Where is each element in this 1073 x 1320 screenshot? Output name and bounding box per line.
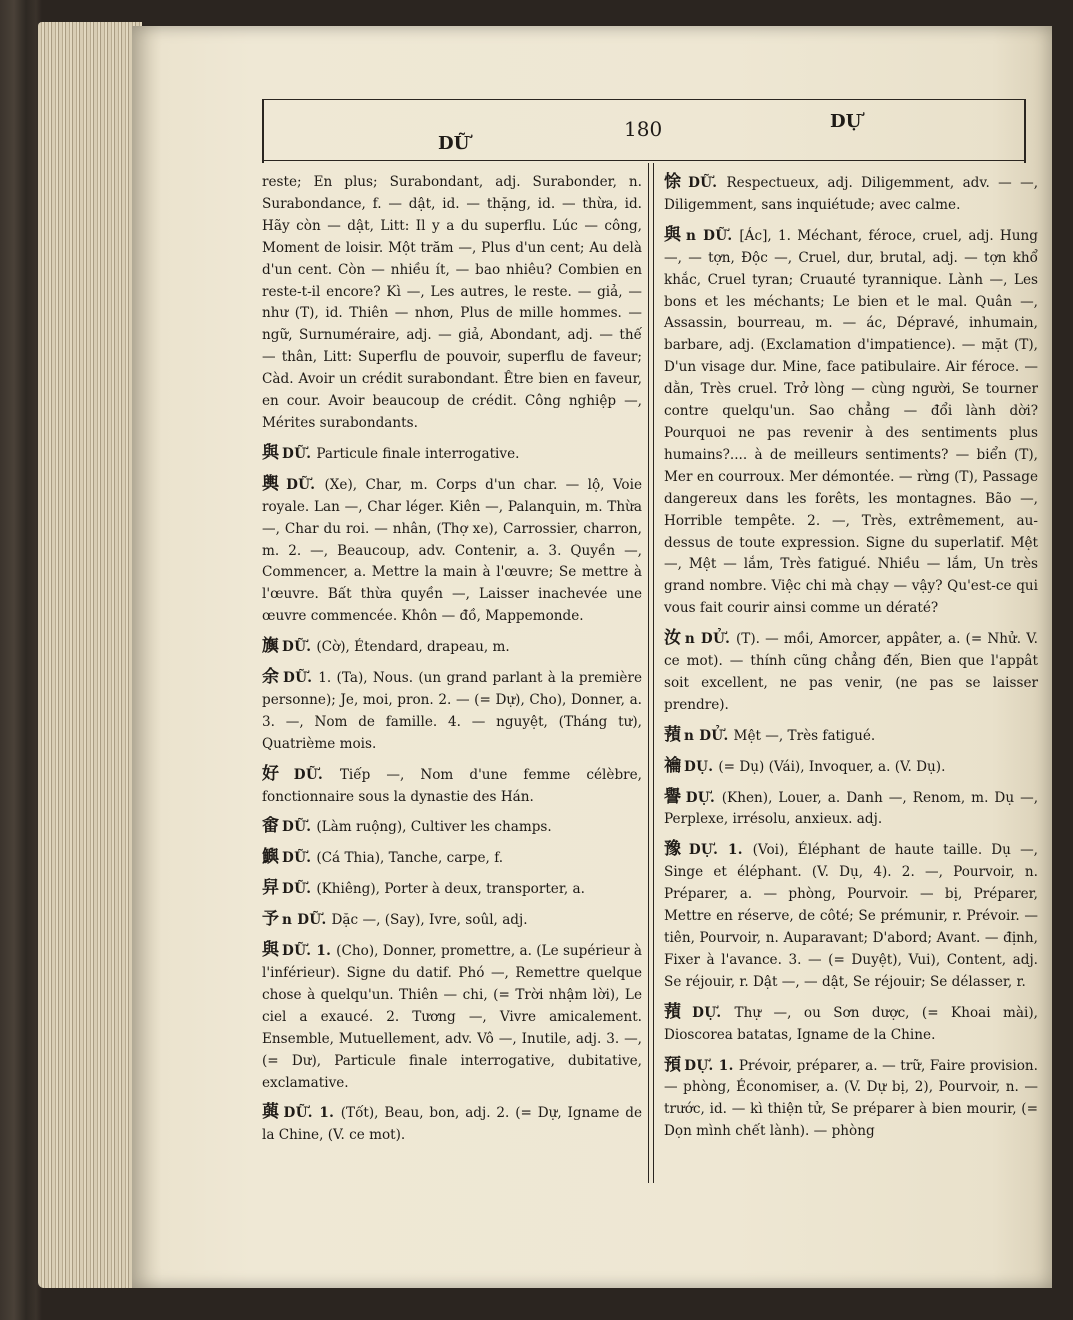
headword: DỮ.	[282, 670, 319, 687]
headword: n DỬ.	[684, 631, 736, 648]
page-edges-stack	[38, 22, 142, 1288]
headword-character: 畬	[262, 816, 279, 837]
entry-definition: (= Dụ) (Vái), Invoquer, a. (V. Dụ).	[718, 758, 946, 775]
headword-character: 禴	[664, 755, 681, 776]
entry-definition: Tiếp —, Nom d'une femme célèbre, fonctionnaire sous la dynastie des Hán.	[262, 766, 643, 805]
headword-character: 舁	[262, 878, 279, 899]
headword: DỮ.	[282, 819, 317, 836]
running-head-right: DỰ	[830, 111, 862, 132]
dictionary-entry	[262, 1102, 642, 1147]
headword: DỤ.	[684, 758, 719, 775]
dictionary-entry	[262, 636, 642, 659]
dictionary-entry	[262, 667, 642, 756]
headword: n DỬ.	[684, 727, 734, 744]
entry-definition: 1. (Ta), Nous. (un grand parlant à la première personne); Je, moi, pron. 2. — (= Dự), Cho), Donner, a. 3. —, Nom de famille. 4. — nguyệt, (Tháng tư), Quatrième mois.	[262, 670, 643, 752]
entry-definition: (Cho), Donner, promettre, a. (Le supérieur à l'inférieur). Signe du datif. Phó —, Remettre quelque chose à quelqu'un. Thiên — chi, (= Trời nhậm lời), Le ciel a exaucé. 2. Tương —, Vivre amicalement. Ensemble, Mutuellement, adv. Vô —, Inutile, adj. 3. —, (= Dư), Particule finale interrogative, dubitative, exclamative.	[262, 943, 643, 1091]
headword-character: 與	[664, 224, 683, 245]
headword: n DỮ.	[685, 227, 740, 244]
headword: DỰ. 1.	[688, 842, 753, 859]
dictionary-entry	[262, 172, 642, 435]
entry-definition: (Xe), Char, m. Corps d'un char. — lộ, Voie royale. Lan —, Char léger. Kiên —, Palanquin, m. Thừa —, Char du roi. — nhân, (Thợ xe), Carrossier, charron, m. 2. —, Beaucoup, adv. Contenir, a. 3. Quyền —, Commencer, a. Mettre la main à l'œuvre; Se mettre à l'œuvre. Bất thừa quyền —, Laisser inachevée une œuvre commencée. Khôn — đồ, Mappemonde.	[262, 476, 643, 625]
headword-character: 預	[664, 1054, 682, 1075]
entry-definition: (Làm ruộng), Cultiver les champs.	[316, 819, 552, 836]
dictionary-entry	[664, 787, 1038, 832]
headword: DỮ.	[282, 850, 317, 867]
dictionary-entry	[262, 940, 642, 1094]
headword: DỰ.	[685, 789, 722, 806]
headword-character: 旟	[262, 636, 279, 657]
headword-character: 與	[262, 940, 280, 961]
entry-definition: Mệt —, Très fatigué.	[733, 727, 876, 744]
headword: DỮ.	[282, 639, 317, 656]
entry-definition: Particule finale interrogative.	[316, 445, 520, 462]
entry-definition: Thự —, ou Sơn dược, (= Khoai mài), Dioscorea batatas, Igname de la Chine.	[664, 1004, 1038, 1043]
column-divider	[648, 163, 654, 1183]
dictionary-entry	[262, 909, 642, 932]
headword-character: 藇	[262, 1102, 281, 1123]
dictionary-entry	[664, 1002, 1038, 1047]
dictionary-entry	[664, 756, 1038, 779]
entry-definition: Dặc —, (Say), Ivre, soûl, adj.	[331, 912, 528, 929]
dictionary-entry	[664, 1055, 1038, 1144]
headword-character: 予	[262, 909, 279, 930]
headword-character: 余	[262, 667, 280, 688]
headword-character: 與	[262, 442, 279, 463]
dictionary-entry	[262, 764, 642, 809]
entry-definition: (Voi), Éléphant de haute taille. Dụ —, Singe et éléphant. (V. Dụ, 4). 2. —, Pourvoir, n. Préparer, a. — phòng, Pourvoir. — bị, Préparer, Mettre en réserve, de côté; Se prémunir, r. Prévoir. — tiên, Pourvoir, n. Auparavant; D'abord; Avant. — định, Fixer à l'avance. 3. — (= Duyệt), Vui), Content, adj. Se réjouir, r. Dật —, — dật, Se réjouir; Se délasser, r.	[664, 842, 1038, 990]
headword: n DỮ.	[282, 912, 332, 929]
headword-character: 汝	[664, 628, 682, 649]
headword-character: 豫	[664, 839, 686, 860]
headword: DỮ.	[282, 881, 317, 898]
dictionary-entry	[262, 816, 642, 839]
headword-character: 悇	[664, 172, 686, 192]
headword-character: 蕷	[664, 724, 681, 745]
headword-character: 鱮	[262, 847, 279, 868]
right-column	[664, 172, 1038, 1143]
running-head-left: DỮ	[438, 133, 470, 154]
entry-definition: (Khiêng), Porter à deux, transporter, a.	[316, 881, 585, 898]
entry-definition: Respectueux, adj. Diligemment, adv. — —, Diligemment, sans inquiétude; avec calme.	[664, 175, 1039, 213]
running-head-rule	[262, 160, 1026, 161]
entry-definition: (Cá Thia), Tanche, carpe, f.	[316, 850, 504, 867]
headword-character: 蕷	[664, 1001, 690, 1022]
headword-character: 好	[262, 763, 291, 784]
dictionary-entry	[262, 443, 642, 466]
headword: DỮ.	[282, 445, 317, 462]
dictionary-entry	[664, 225, 1038, 620]
entry-definition: Prévoir, préparer, a. — trữ, Faire provision. — phòng, Économiser, a. (V. Dự bị, 2), Pourvoir, n. — trước, id. — kì thiện tử, Se préparer à bien mourir, (= Dọn mình chết lành). — phòng	[664, 1057, 1038, 1140]
entry-definition: [Ác], 1. Méchant, féroce, cruel, adj. Hung —, — tợn, Độc —, Cruel, dur, brutal, adj. — tợn khổ khắc, Cruel tyran; Cruauté tyrannique. Lành —, Les bons et les méchants; Le bien et le mal. Quân —, Assassin, bourreau, m. — ác, Dépravé, inhumain, barbare, adj. (Exclamation d'impatience). — mặt (T), D'un visage dur. Mine, face patibulaire. Air féroce. — dằn, Très cruel. Trở lòng — cùng người, Se tourner contre quelqu'un. Sao chẳng — đổi lành dời? Pourquoi ne pas revenir à des sentiments plus humains?.... à de meilleurs sentiments? — biển (T), Mer en courroux. Mer démontée. — rừng (T), Passage dangereux dans les forêts, les montagnes. Bão —, Horrible tempête. 2. —, Très, extrêmement, au-dessus de toute expression. Signe du superlatif. Mệt —, Mệt — lắm, Très fatigué. Nhiều — lắm, Un très grand nombre. Việc chi mà chạy — vậy? Qu'est-ce qui vous fait courir ainsi comme un dératé?	[664, 227, 1038, 617]
dictionary-entry	[664, 628, 1038, 717]
dictionary-entry	[262, 847, 642, 870]
entry-definition: reste; En plus; Surabondant, adj. Surabonder, n. Surabondance, f. — dật, id. — thặng, id. — thừa, id. Hãy còn — dật, Litt: Il y a du superflu. Lúc — công, Moment de loisir. Một trăm —, Plus d'un cent; Au delà d'un cent. Còn — nhiều ít, — bao nhiêu? Combien en reste-t-il encore? Kì —, Les autres, le reste. — giả, — như (T), id. Thiên — nhơn, Plus de mille hommes. — ngữ, Surnuméraire, adj. — giả, Abondant, adj. — thế — thân, Litt: Superflu de pouvoir, superflu de faveur; Càd. Avoir un crédit surabondant. Être bien en faveur, en cour. Avoir beaucoup de crédit. Công nghiệp —, Mérites surabondants.	[262, 174, 642, 431]
dictionary-entry	[262, 474, 642, 628]
left-column	[262, 172, 642, 1147]
headword-character: 譽	[664, 786, 683, 807]
headword: DỮ.	[688, 175, 727, 191]
headword: DỮ.	[293, 766, 340, 783]
headword: DỮ.	[286, 476, 325, 493]
dictionary-entry	[664, 839, 1038, 993]
entry-definition: (Cờ), Étendard, drapeau, m.	[316, 639, 510, 656]
headword: DỮ. 1.	[283, 1105, 341, 1122]
entry-definition: (T). — mồi, Amorcer, appâter, a. (= Nhử. V. ce mot). — thính cũng chẳng đến, Bien que l'appât soit excellent, ne pas venir, (ne pas se laisser prendre).	[664, 631, 1039, 713]
page-number: 180	[624, 117, 663, 141]
headword: DỰ.	[692, 1004, 735, 1021]
headword: DỮ. 1.	[282, 943, 337, 960]
headword-character: 輿	[262, 473, 284, 494]
dictionary-entry	[664, 172, 1038, 217]
dictionary-entry	[262, 878, 642, 901]
dictionary-entry	[664, 725, 1038, 748]
entry-definition: (Tốt), Beau, bon, adj. 2. (= Dự, Igname de la Chine, (V. ce mot).	[262, 1105, 643, 1144]
entry-definition: (Khen), Louer, a. Danh —, Renom, m. Dụ —, Perplexe, irrésolu, anxieux. adj.	[664, 789, 1039, 828]
headword: DỰ. 1.	[684, 1057, 739, 1074]
